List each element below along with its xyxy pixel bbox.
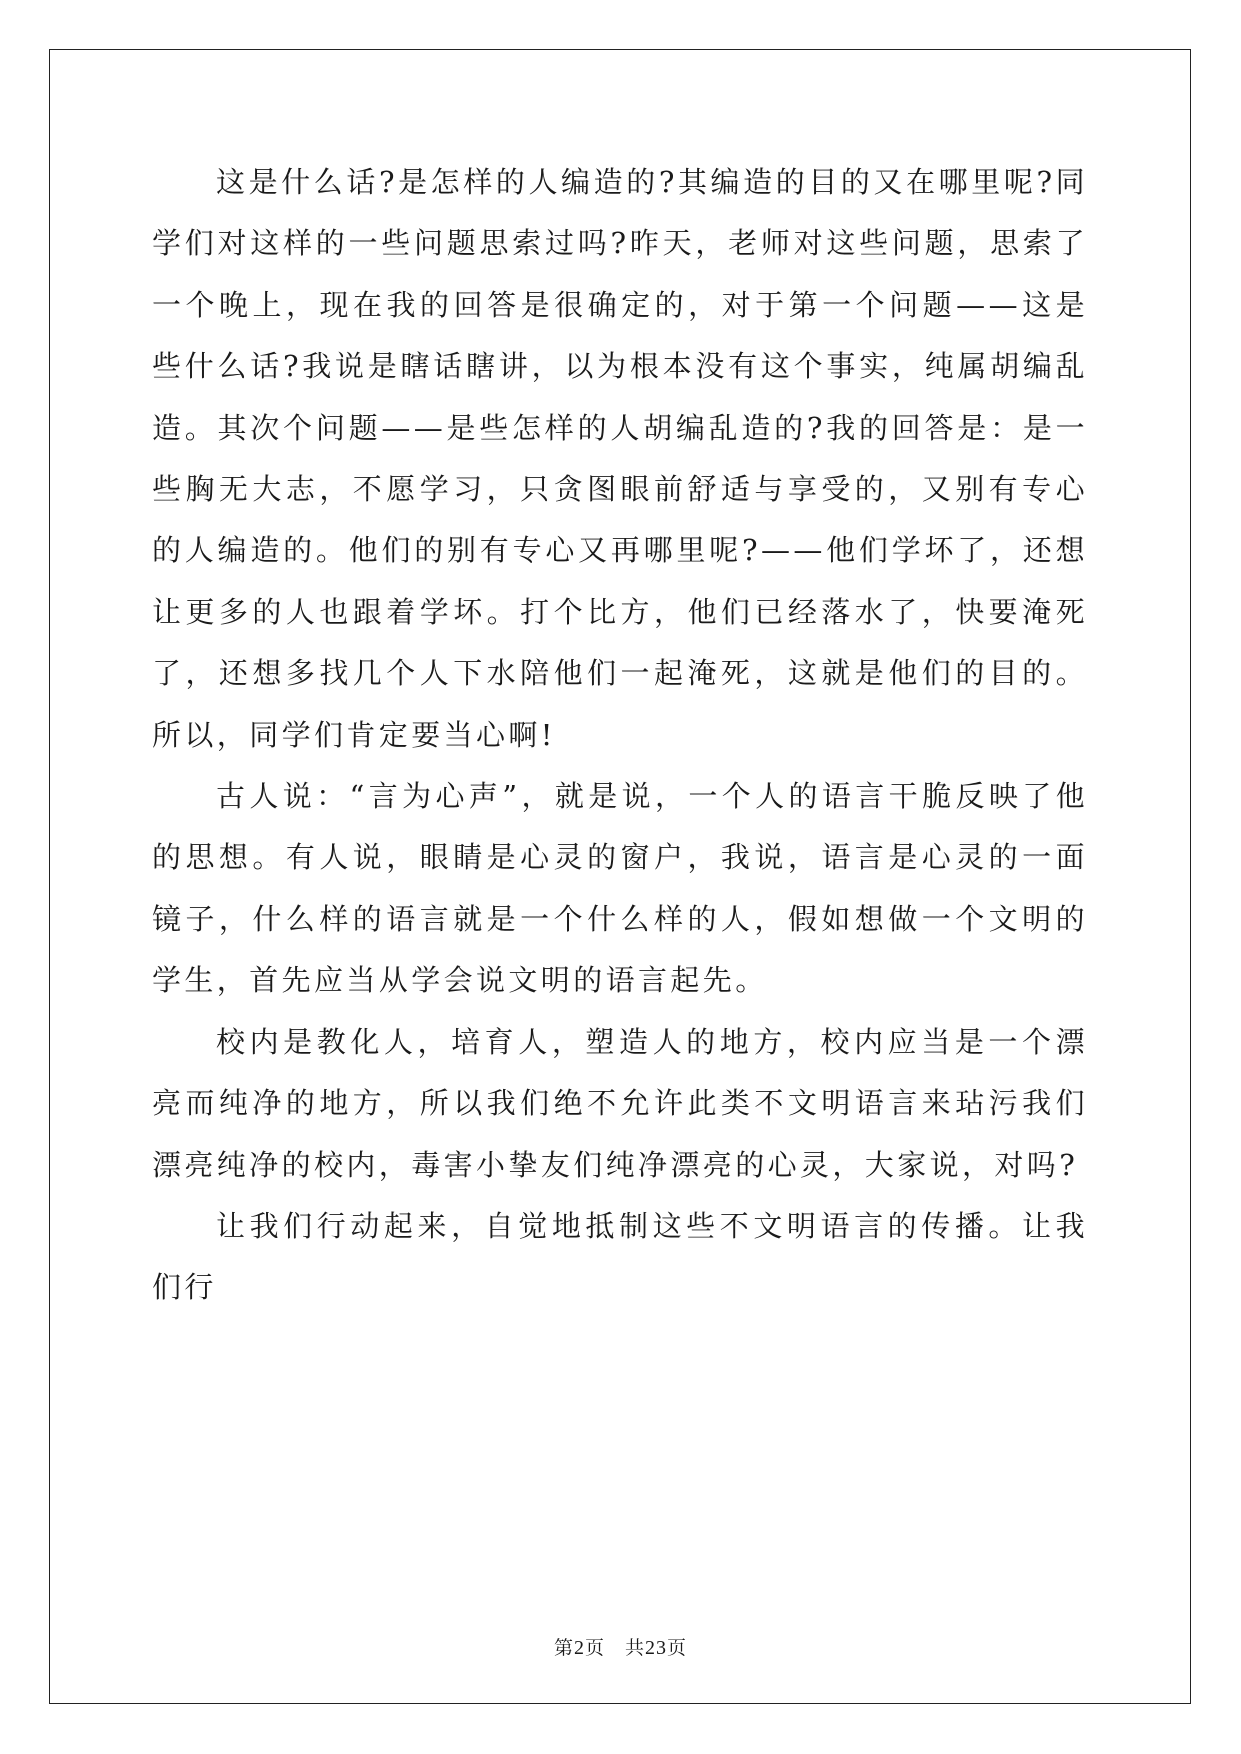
document-body	[152, 152, 1088, 1319]
footer-suffix: 页	[667, 1637, 688, 1659]
paragraph-1: 这是什么话?是怎样的人编造的?其编造的目的又在哪里呢?同学们对这样的一些问题思索过吗?昨天，老师对这些问题，思索了一个晚上，现在我的回答是很确定的，对于第一个问题——这是些什么话?我说是瞎话瞎讲，以为根本没有这个事实，纯属胡编乱造。其次个问题——是些怎样的人胡编乱造的?我的回答是：是一些胸无大志，不愿学习，只贪图眼前舒适与享受的，又别有专心的人编造的。他们的别有专心又再哪里呢?——他们学坏了，还想让更多的人也跟着学坏。打个比方，他们已经落水了，快要淹死了，还想多找几个人下水陪他们一起淹死，这就是他们的目的。所以，同学们肯定要当心啊!	[152, 165, 1088, 752]
total-page-count: 23	[645, 1637, 667, 1659]
paragraph-2: 古人说：“言为心声”，就是说，一个人的语言干脆反映了他的思想。有人说，眼睛是心灵的窗户，我说，语言是心灵的一面镜子，什么样的语言就是一个什么样的人，假如想做一个文明的学生，首先应当从学会说文明的语言起先。	[152, 779, 1088, 998]
footer-mid: 页 共	[584, 1637, 645, 1659]
footer-prefix: 第	[553, 1637, 574, 1659]
current-page-number: 2	[573, 1637, 585, 1659]
paragraph-4: 让我们行动起来，自觉地抵制这些不文明语言的传播。让我们行	[152, 1208, 1088, 1305]
page-footer	[0, 1633, 1241, 1660]
paragraph-3: 校内是教化人，培育人，塑造人的地方，校内应当是一个漂亮而纯净的地方，所以我们绝不允许此类不文明语言来玷污我们漂亮纯净的校内，毒害小挚友们纯净漂亮的心灵，大家说，对吗?	[152, 1024, 1088, 1182]
